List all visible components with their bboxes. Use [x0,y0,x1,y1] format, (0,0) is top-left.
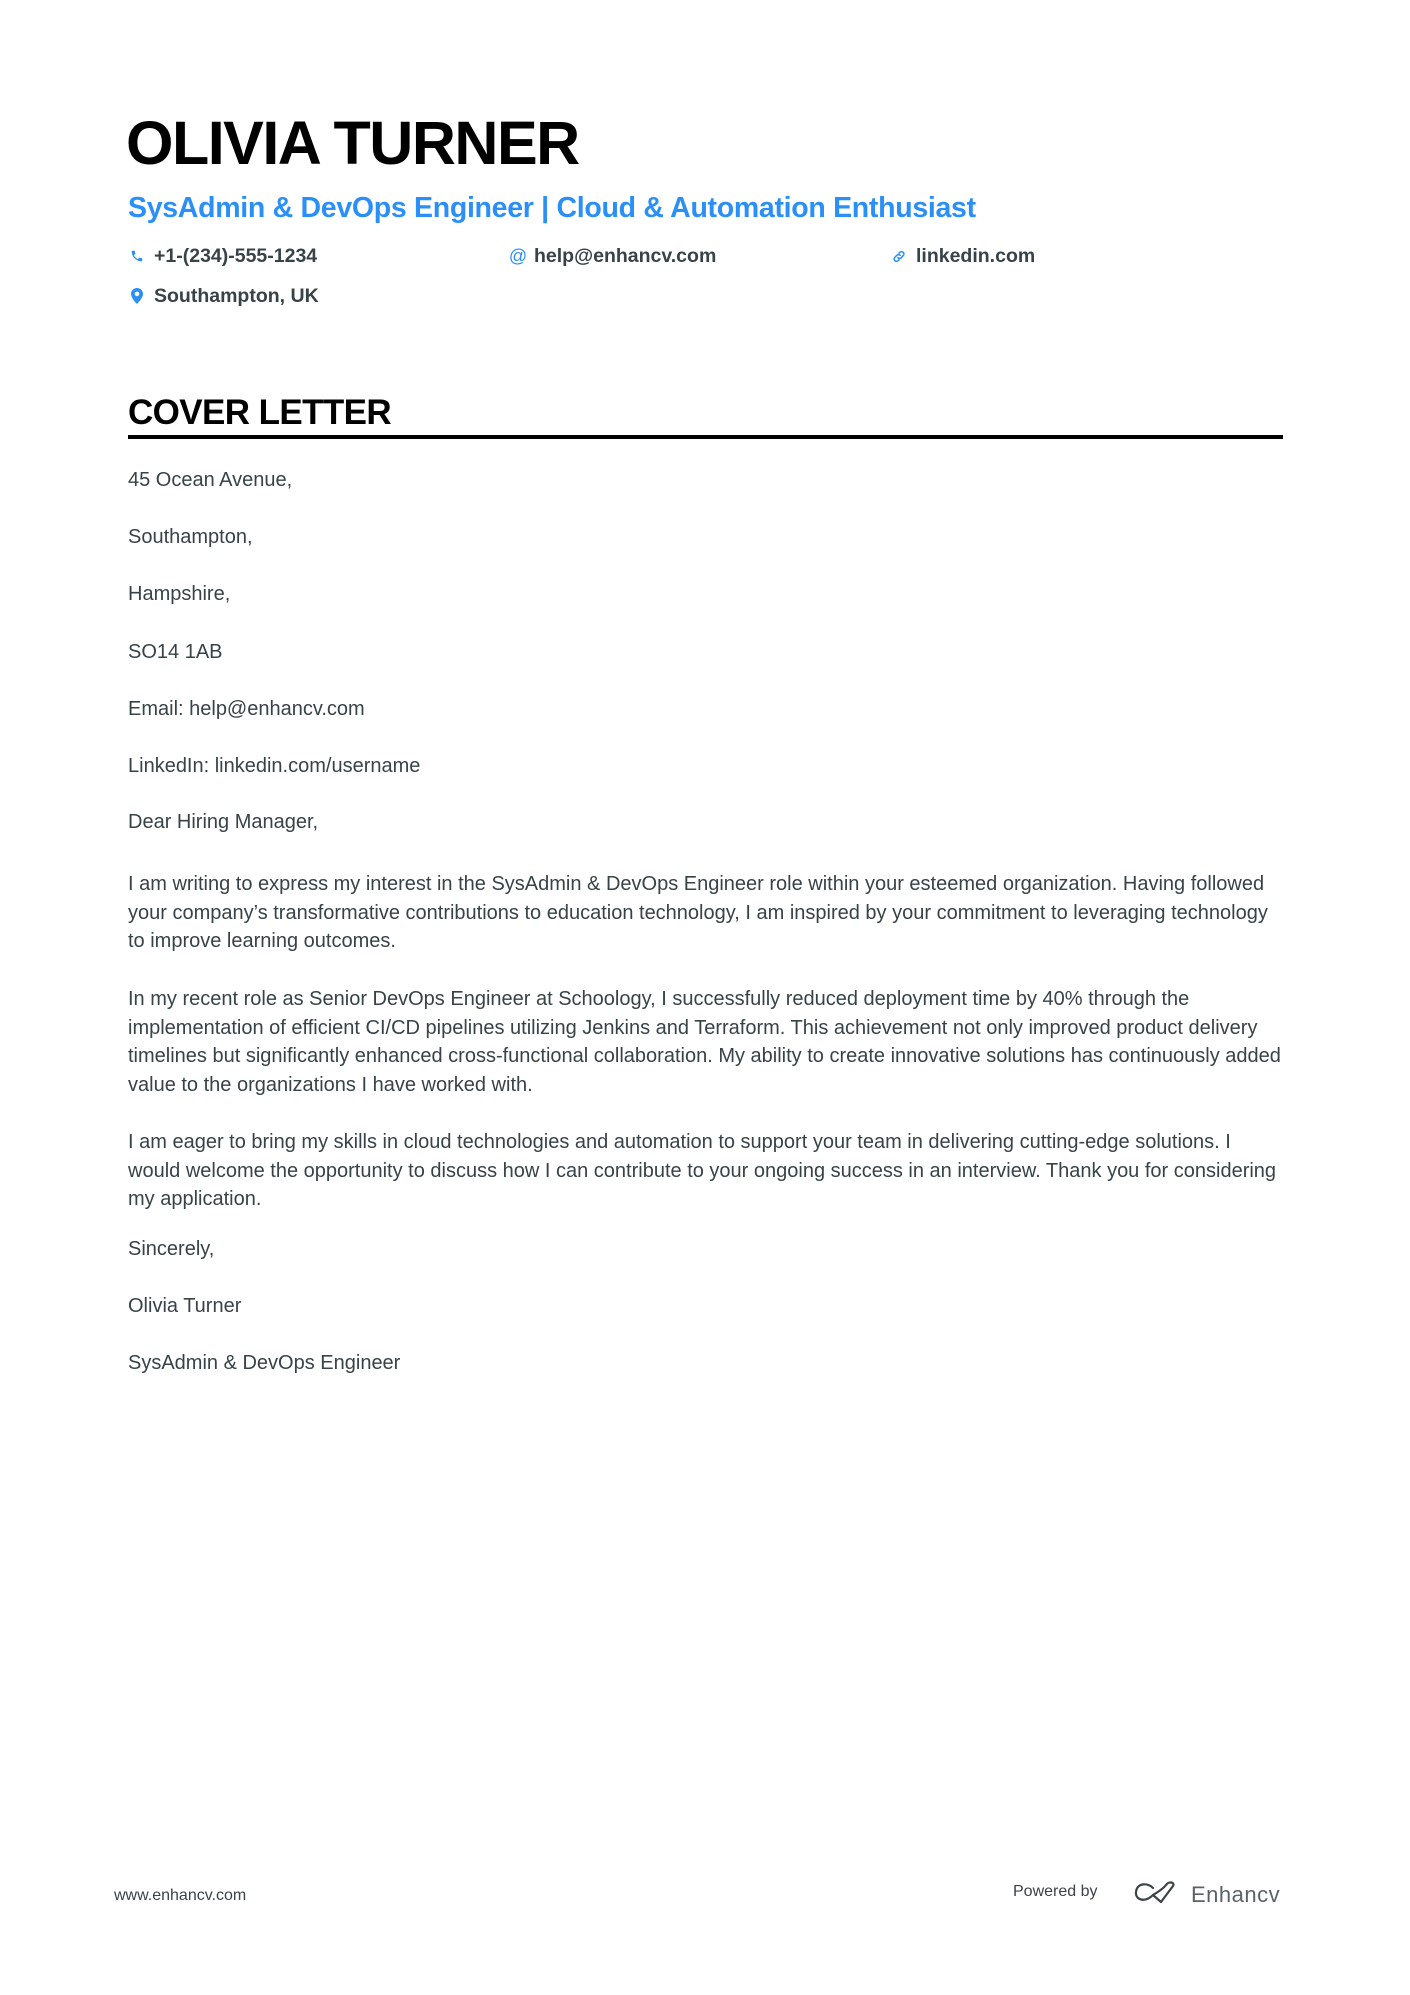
footer-website-link[interactable]: www.enhancv.com [114,1887,247,1904]
powered-by-label: Powered by [1013,1883,1098,1900]
section-divider [128,435,1283,439]
address-line-1: 45 Ocean Avenue, [128,469,293,491]
section-title-cover-letter: COVER LETTER [128,393,392,432]
salutation: Dear Hiring Manager, [128,811,319,833]
enhancv-logo-text: Enhancv [1191,1881,1281,1907]
linkedin-line: LinkedIn: linkedin.com/username [128,755,421,777]
body-paragraph-3: I am eager to bring my skills in cloud technologies and automation to support your team in delivering cutting-edge solutions. I would welcome the opportunity to discuss how I can contribute to your ongoing success in an interview. Thank you for considering my application. [128,1131,1277,1211]
map-pin-icon [130,288,144,304]
body-paragraph-2: In my recent role as Senior DevOps Engineer at Schoology, I successfully reduced deployment time by 40% through the implementation of efficient CI/CD pipelines utilizing Jenkins and Terraform. This achievement not only improved product delivery timelines but significantly enhanced cross-functional collaboration. My ability to create innovative solutions has continuously added value to the organizations I have worked with. [128,988,1281,1097]
contact-linkedin[interactable] [892,243,1035,269]
signature-name: Olivia Turner [128,1295,242,1317]
link-icon [892,248,906,264]
closing: Sincerely, [128,1238,215,1260]
signature-title: SysAdmin & DevOps Engineer [128,1352,401,1374]
linkedin-value: linkedin.com [916,245,1036,267]
address-line-4: SO14 1AB [128,641,223,663]
address-line-3: Hampshire, [128,583,231,605]
email-line: Email: help@enhancv.com [128,698,365,720]
at-icon: @ [508,246,528,266]
enhancv-logo-icon [1133,1880,1179,1909]
contact-location [130,283,319,309]
body-paragraph-1: I am writing to express my interest in the SysAdmin & DevOps Engineer role within your esteemed organization. Having followed your company’s transformative contributions to education technology, I am inspired by your commitment to leveraging technology to improve learning outcomes. [128,873,1268,953]
contact-email[interactable] [510,243,716,269]
candidate-headline: SysAdmin & DevOps Engineer | Cloud & Automation Enthusiast [128,192,976,224]
phone-icon [130,248,144,264]
address-line-2: Southampton, [128,526,253,548]
phone-value: +1-(234)-555-1234 [154,245,318,267]
contact-phone[interactable] [130,243,317,269]
enhancv-logo[interactable] [1133,1880,1280,1909]
candidate-name: OLIVIA TURNER [126,109,579,177]
location-value: Southampton, UK [154,285,319,307]
email-value: help@enhancv.com [534,245,717,267]
